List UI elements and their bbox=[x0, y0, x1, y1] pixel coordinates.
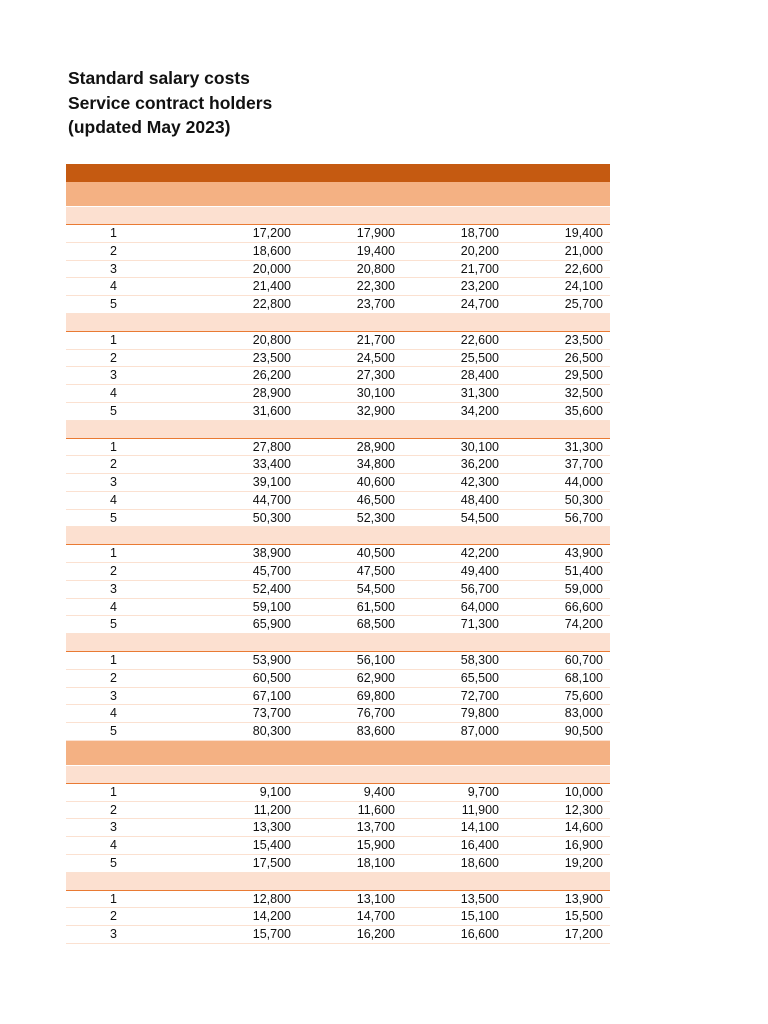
table-row bbox=[66, 474, 610, 492]
row-step: 5 bbox=[110, 724, 117, 738]
table-row bbox=[66, 332, 610, 350]
row-value: 14,600 bbox=[564, 820, 603, 835]
row-value: 20,200 bbox=[460, 243, 499, 258]
row-value: 9,700 bbox=[467, 784, 499, 799]
row-value: 13,900 bbox=[564, 891, 603, 906]
row-step: 2 bbox=[110, 350, 117, 365]
table-row bbox=[66, 705, 610, 723]
group-header-band bbox=[66, 314, 610, 332]
row-value: 32,900 bbox=[356, 403, 395, 418]
salary-table bbox=[66, 164, 610, 944]
row-value: 18,600 bbox=[460, 855, 499, 870]
table-row bbox=[66, 350, 610, 368]
row-step: 5 bbox=[110, 855, 117, 870]
row-value: 22,600 bbox=[460, 332, 499, 347]
row-value: 21,700 bbox=[356, 332, 395, 347]
group-header-band bbox=[66, 634, 610, 652]
table-row bbox=[66, 545, 610, 563]
row-value: 22,600 bbox=[564, 261, 603, 276]
table-row bbox=[66, 296, 610, 314]
row-value: 80,300 bbox=[252, 724, 291, 738]
row-value: 75,600 bbox=[564, 688, 603, 703]
row-value: 18,700 bbox=[460, 226, 499, 240]
row-value: 17,200 bbox=[564, 927, 603, 941]
row-value: 23,500 bbox=[252, 350, 291, 365]
table-row bbox=[66, 616, 610, 634]
row-value: 37,700 bbox=[564, 457, 603, 472]
table-row bbox=[66, 510, 610, 528]
row-value: 36,200 bbox=[460, 457, 499, 472]
row-step: 3 bbox=[110, 261, 117, 276]
row-value: 38,900 bbox=[252, 546, 291, 561]
row-value: 28,900 bbox=[252, 386, 291, 400]
row-value: 9,100 bbox=[259, 784, 291, 799]
row-step: 1 bbox=[110, 546, 117, 561]
row-value: 13,300 bbox=[252, 820, 291, 835]
row-value: 21,700 bbox=[460, 261, 499, 276]
row-value: 19,200 bbox=[564, 855, 603, 870]
table-row bbox=[66, 581, 610, 599]
row-value: 9,400 bbox=[363, 784, 395, 799]
row-value: 17,900 bbox=[356, 226, 395, 240]
row-value: 15,400 bbox=[252, 838, 291, 852]
table-row bbox=[66, 652, 610, 670]
table-row bbox=[66, 670, 610, 688]
row-value: 19,400 bbox=[356, 243, 395, 258]
row-value: 40,600 bbox=[356, 475, 395, 489]
row-value: 26,200 bbox=[252, 368, 291, 383]
table-row bbox=[66, 243, 610, 261]
row-value: 47,500 bbox=[356, 564, 395, 578]
section-header-band bbox=[66, 182, 610, 206]
row-value: 14,100 bbox=[460, 820, 499, 835]
row-value: 22,800 bbox=[252, 297, 291, 311]
row-value: 65,900 bbox=[252, 617, 291, 632]
row-value: 72,700 bbox=[460, 688, 499, 703]
row-value: 20,800 bbox=[252, 332, 291, 347]
row-value: 67,100 bbox=[252, 688, 291, 703]
row-value: 12,300 bbox=[564, 802, 603, 817]
table-row bbox=[66, 403, 610, 421]
row-value: 25,500 bbox=[460, 350, 499, 365]
table-row bbox=[66, 837, 610, 855]
row-value: 87,000 bbox=[460, 724, 499, 738]
row-step: 3 bbox=[110, 820, 117, 835]
row-value: 15,900 bbox=[356, 838, 395, 852]
row-step: 4 bbox=[110, 279, 117, 294]
row-value: 12,800 bbox=[252, 891, 291, 906]
row-step: 1 bbox=[110, 439, 117, 454]
row-value: 15,700 bbox=[252, 927, 291, 941]
table-row bbox=[66, 439, 610, 457]
row-value: 23,500 bbox=[564, 332, 603, 347]
row-step: 5 bbox=[110, 510, 117, 525]
row-step: 2 bbox=[110, 457, 117, 472]
table-row bbox=[66, 367, 610, 385]
row-step: 4 bbox=[110, 706, 117, 721]
row-value: 64,000 bbox=[460, 599, 499, 614]
row-value: 28,400 bbox=[460, 368, 499, 383]
table-row bbox=[66, 563, 610, 581]
row-value: 60,700 bbox=[564, 653, 603, 667]
table-row bbox=[66, 802, 610, 820]
row-value: 23,200 bbox=[460, 279, 499, 294]
row-value: 51,400 bbox=[564, 564, 603, 578]
row-value: 19,400 bbox=[564, 226, 603, 240]
row-value: 24,500 bbox=[356, 350, 395, 365]
table-row bbox=[66, 908, 610, 926]
row-value: 69,800 bbox=[356, 688, 395, 703]
row-value: 35,600 bbox=[564, 403, 603, 418]
row-step: 2 bbox=[110, 670, 117, 685]
title-line-1: Standard salary costs bbox=[68, 68, 250, 88]
row-value: 11,900 bbox=[461, 802, 499, 817]
table-row bbox=[66, 723, 610, 741]
row-value: 14,200 bbox=[252, 909, 291, 924]
title-line-3: (updated May 2023) bbox=[68, 117, 231, 137]
row-value: 60,500 bbox=[252, 670, 291, 685]
row-value: 13,100 bbox=[356, 891, 395, 906]
row-value: 46,500 bbox=[356, 492, 395, 507]
row-value: 52,300 bbox=[356, 510, 395, 525]
row-value: 74,200 bbox=[564, 617, 603, 632]
row-value: 83,600 bbox=[356, 724, 395, 738]
section-header-band bbox=[66, 741, 610, 765]
row-value: 11,600 bbox=[357, 802, 395, 817]
row-step: 3 bbox=[110, 927, 117, 941]
row-value: 53,900 bbox=[252, 653, 291, 667]
row-value: 30,100 bbox=[460, 439, 499, 454]
row-value: 50,300 bbox=[252, 510, 291, 525]
row-step: 3 bbox=[110, 688, 117, 703]
row-step: 2 bbox=[110, 909, 117, 924]
table-row bbox=[66, 688, 610, 706]
group-header-band bbox=[66, 766, 610, 784]
row-value: 27,300 bbox=[356, 368, 395, 383]
row-value: 25,700 bbox=[564, 297, 603, 311]
row-value: 11,200 bbox=[253, 802, 291, 817]
row-value: 71,300 bbox=[460, 617, 499, 632]
row-value: 66,600 bbox=[564, 599, 603, 614]
row-value: 40,500 bbox=[356, 546, 395, 561]
row-value: 17,200 bbox=[252, 226, 291, 240]
row-value: 73,700 bbox=[252, 706, 291, 721]
group-header-band bbox=[66, 527, 610, 545]
row-step: 1 bbox=[110, 653, 117, 667]
row-step: 2 bbox=[110, 802, 117, 817]
row-value: 56,100 bbox=[356, 653, 395, 667]
row-value: 39,100 bbox=[252, 475, 291, 489]
row-value: 79,800 bbox=[460, 706, 499, 721]
row-step: 5 bbox=[110, 297, 117, 311]
row-step: 4 bbox=[110, 492, 117, 507]
row-value: 18,100 bbox=[356, 855, 395, 870]
row-value: 20,800 bbox=[356, 261, 395, 276]
row-value: 65,500 bbox=[460, 670, 499, 685]
row-value: 14,700 bbox=[356, 909, 395, 924]
row-step: 4 bbox=[110, 838, 117, 852]
table-row bbox=[66, 492, 610, 510]
row-value: 31,300 bbox=[564, 439, 603, 454]
row-value: 54,500 bbox=[356, 581, 395, 596]
title-line-2: Service contract holders bbox=[68, 92, 273, 113]
row-value: 59,000 bbox=[564, 581, 603, 596]
row-step: 3 bbox=[110, 475, 117, 489]
document-title bbox=[68, 66, 272, 140]
table-row bbox=[66, 926, 610, 944]
table-row bbox=[66, 261, 610, 279]
row-value: 42,200 bbox=[460, 546, 499, 561]
row-value: 49,400 bbox=[460, 564, 499, 578]
row-step: 4 bbox=[110, 386, 117, 400]
table-row bbox=[66, 784, 610, 802]
row-step: 2 bbox=[110, 243, 117, 258]
table-row bbox=[66, 891, 610, 909]
table-row bbox=[66, 225, 610, 243]
row-step: 4 bbox=[110, 599, 117, 614]
row-value: 27,800 bbox=[252, 439, 291, 454]
row-step: 1 bbox=[110, 226, 117, 240]
row-value: 24,700 bbox=[460, 297, 499, 311]
row-step: 3 bbox=[110, 581, 117, 596]
row-value: 16,600 bbox=[460, 927, 499, 941]
row-value: 34,200 bbox=[460, 403, 499, 418]
row-value: 62,900 bbox=[356, 670, 395, 685]
row-value: 16,900 bbox=[564, 838, 603, 852]
row-value: 16,400 bbox=[460, 838, 499, 852]
row-value: 32,500 bbox=[564, 386, 603, 400]
row-value: 43,900 bbox=[564, 546, 603, 561]
row-value: 33,400 bbox=[252, 457, 291, 472]
row-value: 28,900 bbox=[356, 439, 395, 454]
row-value: 16,200 bbox=[356, 927, 395, 941]
row-value: 58,300 bbox=[460, 653, 499, 667]
row-value: 56,700 bbox=[564, 510, 603, 525]
row-value: 30,100 bbox=[356, 386, 395, 400]
row-value: 23,700 bbox=[356, 297, 395, 311]
row-value: 68,500 bbox=[356, 617, 395, 632]
group-header-band bbox=[66, 421, 610, 439]
row-value: 90,500 bbox=[564, 724, 603, 738]
row-value: 68,100 bbox=[564, 670, 603, 685]
row-value: 34,800 bbox=[356, 457, 395, 472]
row-value: 17,500 bbox=[252, 855, 291, 870]
table-row bbox=[66, 819, 610, 837]
row-value: 24,100 bbox=[564, 279, 603, 294]
row-value: 54,500 bbox=[460, 510, 499, 525]
row-value: 15,500 bbox=[564, 909, 603, 924]
row-value: 21,000 bbox=[564, 243, 603, 258]
row-value: 42,300 bbox=[460, 475, 499, 489]
row-value: 45,700 bbox=[252, 564, 291, 578]
row-value: 76,700 bbox=[356, 706, 395, 721]
row-value: 10,000 bbox=[564, 784, 603, 799]
table-row bbox=[66, 599, 610, 617]
row-value: 15,100 bbox=[460, 909, 499, 924]
table-row bbox=[66, 855, 610, 873]
row-value: 13,500 bbox=[460, 891, 499, 906]
row-value: 48,400 bbox=[460, 492, 499, 507]
row-step: 1 bbox=[110, 784, 117, 799]
row-step: 5 bbox=[110, 403, 117, 418]
row-value: 61,500 bbox=[356, 599, 395, 614]
table-header-bar bbox=[66, 164, 610, 182]
row-value: 44,700 bbox=[252, 492, 291, 507]
row-value: 20,000 bbox=[252, 261, 291, 276]
row-value: 44,000 bbox=[564, 475, 603, 489]
group-header-band bbox=[66, 873, 610, 891]
row-value: 52,400 bbox=[252, 581, 291, 596]
row-value: 31,300 bbox=[460, 386, 499, 400]
row-value: 83,000 bbox=[564, 706, 603, 721]
table-row bbox=[66, 456, 610, 474]
row-value: 59,100 bbox=[252, 599, 291, 614]
row-value: 18,600 bbox=[252, 243, 291, 258]
group-header-band bbox=[66, 207, 610, 225]
row-value: 29,500 bbox=[564, 368, 603, 383]
row-step: 1 bbox=[110, 891, 117, 906]
row-value: 13,700 bbox=[356, 820, 395, 835]
row-step: 1 bbox=[110, 332, 117, 347]
row-value: 50,300 bbox=[564, 492, 603, 507]
row-value: 31,600 bbox=[252, 403, 291, 418]
row-value: 56,700 bbox=[460, 581, 499, 596]
table-row bbox=[66, 385, 610, 403]
row-step: 3 bbox=[110, 368, 117, 383]
row-value: 21,400 bbox=[252, 279, 291, 294]
row-value: 26,500 bbox=[564, 350, 603, 365]
table-row bbox=[66, 278, 610, 296]
row-step: 5 bbox=[110, 617, 117, 632]
row-value: 22,300 bbox=[356, 279, 395, 294]
row-step: 2 bbox=[110, 564, 117, 578]
